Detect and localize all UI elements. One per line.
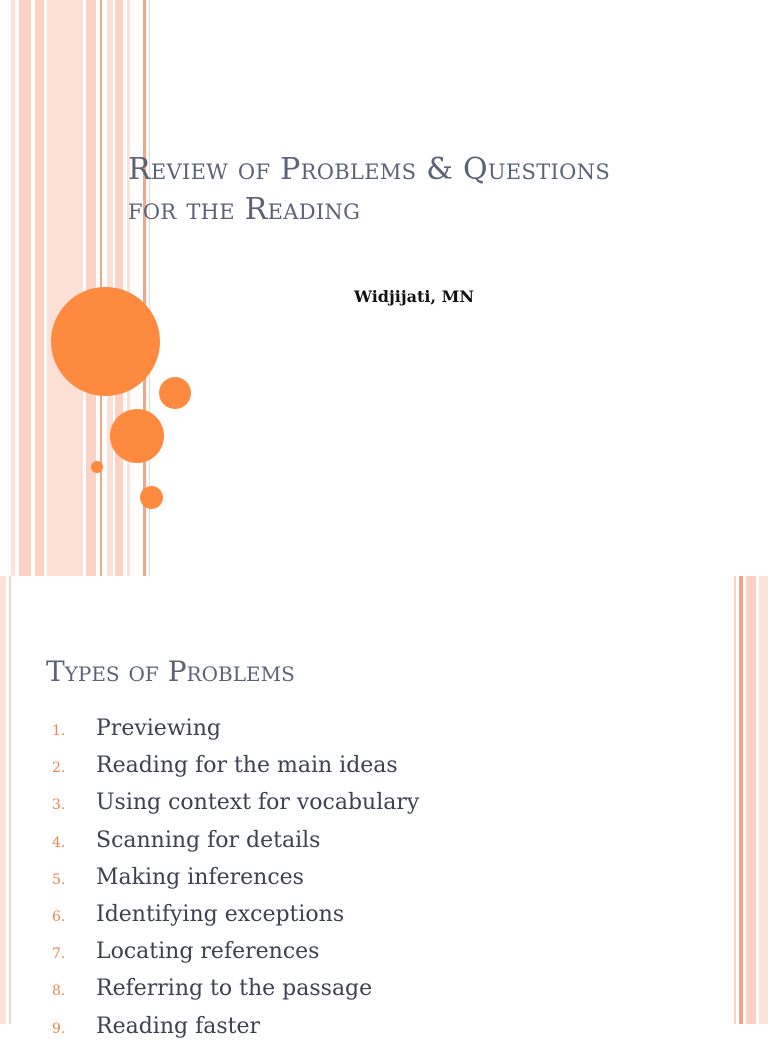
- list-item-label: Reading for the main ideas: [96, 753, 398, 779]
- list-item-label: Reading faster: [96, 1013, 260, 1039]
- decorative-stripe: [0, 576, 6, 1024]
- slide-title-line: for the Reading: [128, 192, 361, 227]
- list-number: 5.: [52, 871, 66, 888]
- slide-title: Types of Problems: [46, 655, 295, 688]
- list-item-label: Locating references: [96, 939, 320, 965]
- decorative-stripe: [746, 576, 756, 1024]
- list-number: 3.: [52, 797, 66, 814]
- decorative-circle-small: [140, 486, 163, 509]
- list-number: 2.: [52, 760, 66, 777]
- list-number: 9.: [52, 1020, 66, 1037]
- list-number: 7.: [52, 946, 66, 963]
- list-number: 6.: [52, 908, 66, 925]
- decorative-circle-medium: [110, 409, 164, 463]
- decorative-circle-small: [159, 377, 191, 409]
- list-item-label: Referring to the passage: [96, 976, 373, 1002]
- slide-title: [128, 150, 728, 230]
- decorative-stripe: [9, 576, 11, 1024]
- list-item-label: Identifying exceptions: [96, 901, 345, 927]
- list-item-label: Scanning for details: [96, 827, 321, 853]
- list-number: 8.: [52, 983, 66, 1000]
- decorative-stripe: [739, 576, 743, 1024]
- author-name: Widjijati, MN: [354, 287, 474, 306]
- decorative-stripe: [734, 576, 736, 1024]
- list-number: 4.: [52, 834, 66, 851]
- decorative-circle-tiny: [91, 461, 103, 473]
- list-item-label: Using context for vocabulary: [96, 790, 420, 816]
- content-slide: [0, 576, 768, 1039]
- list-number: 1.: [52, 723, 66, 739]
- decorative-stripe: [759, 576, 768, 1024]
- list-item-label: Previewing: [96, 716, 221, 741]
- list-item-label: Making inferences: [96, 864, 304, 890]
- slide-title-line: Review of Problems & Questions: [128, 152, 611, 187]
